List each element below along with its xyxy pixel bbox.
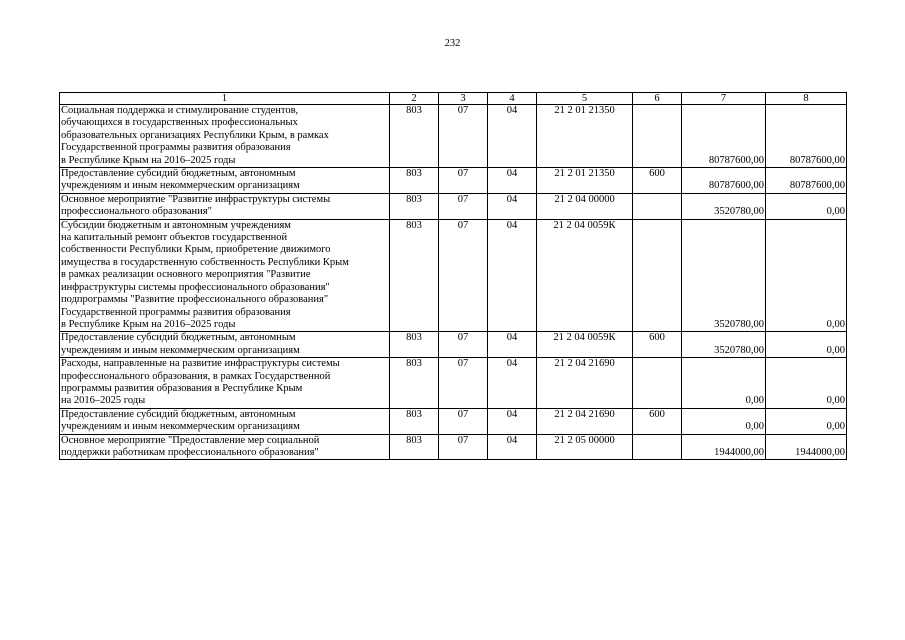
row-grbs-code: 803: [390, 193, 439, 219]
row-expense-kind-code: [633, 434, 682, 460]
row-target-code: 21 2 01 21350: [537, 105, 633, 168]
row-expense-kind-code: 600: [633, 332, 682, 358]
table-row: [60, 219, 847, 332]
row-amount-1: 80787600,00: [682, 168, 766, 194]
row-expense-kind-code: 600: [633, 168, 682, 194]
column-header: 5: [537, 93, 633, 105]
row-amount-2: 0,00: [766, 193, 847, 219]
column-header: 8: [766, 93, 847, 105]
row-target-code: 21 2 04 0059К: [537, 332, 633, 358]
table-row: [60, 434, 847, 460]
row-grbs-code: 803: [390, 332, 439, 358]
row-amount-1: 3520780,00: [682, 219, 766, 332]
row-description: Основное мероприятие "Развитие инфраструктуры системы профессионального образования": [60, 193, 390, 219]
table-row: [60, 105, 847, 168]
row-expense-kind-code: [633, 358, 682, 409]
row-description: Предоставление субсидий бюджетным, автономным учреждениям и иным некоммерческим организациям: [60, 168, 390, 194]
row-amount-1: 1944000,00: [682, 434, 766, 460]
table-row: [60, 332, 847, 358]
row-subsection-code: 04: [488, 168, 537, 194]
row-section-code: 07: [439, 408, 488, 434]
row-amount-2: 0,00: [766, 332, 847, 358]
row-amount-1: 80787600,00: [682, 105, 766, 168]
row-grbs-code: 803: [390, 434, 439, 460]
column-header: 3: [439, 93, 488, 105]
page-number: 232: [444, 38, 461, 49]
row-amount-2: 0,00: [766, 219, 847, 332]
row-amount-2: 1944000,00: [766, 434, 847, 460]
row-target-code: 21 2 04 21690: [537, 358, 633, 409]
row-grbs-code: 803: [390, 219, 439, 332]
row-amount-2: 0,00: [766, 358, 847, 409]
row-subsection-code: 04: [488, 434, 537, 460]
row-amount-2: 0,00: [766, 408, 847, 434]
table-row: [60, 408, 847, 434]
row-section-code: 07: [439, 358, 488, 409]
row-amount-2: 80787600,00: [766, 105, 847, 168]
row-section-code: 07: [439, 332, 488, 358]
table-header-row: [60, 93, 847, 105]
row-expense-kind-code: [633, 105, 682, 168]
row-target-code: 21 2 05 00000: [537, 434, 633, 460]
row-subsection-code: 04: [488, 193, 537, 219]
row-amount-2: 80787600,00: [766, 168, 847, 194]
table-row: [60, 168, 847, 194]
table-row: [60, 193, 847, 219]
row-grbs-code: 803: [390, 105, 439, 168]
row-target-code: 21 2 01 21350: [537, 168, 633, 194]
row-description: Социальная поддержка и стимулирование студентов, обучающихся в государственных профессиональных образовательных организациях Республики Крым, в рамках Государственной программы развития образования в Республике Крым на 2016–2025 годы: [60, 105, 390, 168]
row-expense-kind-code: [633, 219, 682, 332]
row-subsection-code: 04: [488, 105, 537, 168]
row-grbs-code: 803: [390, 168, 439, 194]
column-header: 7: [682, 93, 766, 105]
row-section-code: 07: [439, 168, 488, 194]
row-target-code: 21 2 04 21690: [537, 408, 633, 434]
row-description: Предоставление субсидий бюджетным, автономным учреждениям и иным некоммерческим организациям: [60, 408, 390, 434]
column-header: 2: [390, 93, 439, 105]
row-target-code: 21 2 04 00000: [537, 193, 633, 219]
column-header: 6: [633, 93, 682, 105]
row-section-code: 07: [439, 219, 488, 332]
row-grbs-code: 803: [390, 358, 439, 409]
row-subsection-code: 04: [488, 219, 537, 332]
row-description: Субсидии бюджетным и автономным учреждениям на капитальный ремонт объектов государственной собственности Республики Крым, приобретение движимого имущества в государственную собственность Республики Крым в рамках реализации основного мероприятия "Развитие инфраструктуры системы профессионального образования" подпрограммы "Развитие профессионального образования" Государственной программы развития образования в Республике Крым на 2016–2025 годы: [60, 219, 390, 332]
column-header: 4: [488, 93, 537, 105]
budget-table: [59, 92, 847, 460]
column-header: 1: [60, 93, 390, 105]
row-description: Предоставление субсидий бюджетным, автономным учреждениям и иным некоммерческим организациям: [60, 332, 390, 358]
row-section-code: 07: [439, 434, 488, 460]
row-amount-1: 0,00: [682, 358, 766, 409]
row-amount-1: 3520780,00: [682, 193, 766, 219]
table-row: [60, 358, 847, 409]
row-subsection-code: 04: [488, 408, 537, 434]
row-target-code: 21 2 04 0059К: [537, 219, 633, 332]
row-section-code: 07: [439, 105, 488, 168]
row-grbs-code: 803: [390, 408, 439, 434]
row-subsection-code: 04: [488, 332, 537, 358]
row-description: Основное мероприятие "Предоставление мер социальной поддержки работникам профессионального образования": [60, 434, 390, 460]
row-amount-1: 0,00: [682, 408, 766, 434]
row-amount-1: 3520780,00: [682, 332, 766, 358]
row-subsection-code: 04: [488, 358, 537, 409]
row-description: Расходы, направленные на развитие инфраструктуры системы профессионального образования, в рамках Государственной программы развития образования в Республике Крым на 2016–2025 годы: [60, 358, 390, 409]
row-expense-kind-code: [633, 193, 682, 219]
row-section-code: 07: [439, 193, 488, 219]
row-expense-kind-code: 600: [633, 408, 682, 434]
